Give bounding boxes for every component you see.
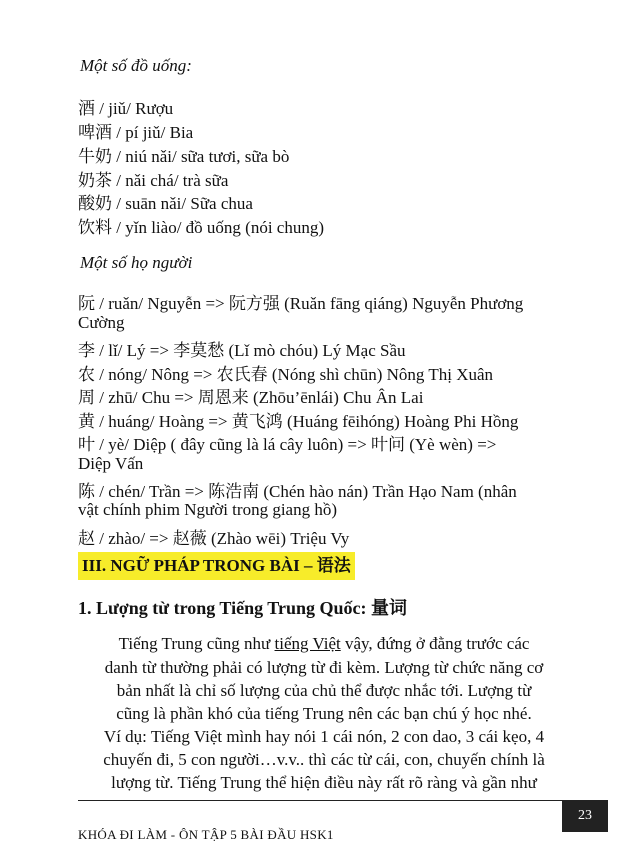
drink-item: 啤酒 / pí jiǔ/ Bia — [78, 123, 194, 142]
paragraph-text: Tiếng Trung cũng như — [118, 634, 275, 653]
paragraph-line — [74, 634, 574, 654]
measure-word-subheading: 1. Lượng từ trong Tiếng Trung Quốc: 量词 — [78, 598, 407, 618]
surname-line: vật chính phim Người trong giang hồ) — [78, 500, 338, 519]
surname-line: 赵 / zhào/ => 赵薇 (Zhào wēi) Triệu Vy — [78, 529, 350, 548]
paragraph-line: cũng là phần khó của tiếng Trung nên các bạn chú ý học nhé. — [116, 704, 532, 723]
surname-line: 黄 / huáng/ Hoàng => 黄飞鸿 (Huáng fēihóng) Hoàng Phi Hồng — [78, 412, 519, 431]
paragraph-line: lượng từ. Tiếng Trung thể hiện điều này rất rõ ràng và gần như — [111, 773, 537, 792]
surname-line: 陈 / chén/ Trần => 陈浩南 (Chén hào nán) Trần Hạo Nam (nhân — [78, 482, 517, 501]
drinks-heading: Một số đồ uống: — [80, 56, 192, 75]
surname-line: Diệp Vấn — [78, 454, 144, 473]
drink-item: 酒 / jiǔ/ Rượu — [78, 99, 174, 118]
surname-line: 阮 / ruǎn/ Nguyễn => 阮方强 (Ruǎn fāng qiáng) Nguyễn Phương — [78, 294, 524, 313]
surnames-heading: Một số họ người — [80, 253, 193, 272]
footer-title: KHÓA ĐI LÀM - ÔN TẬP 5 BÀI ĐẦU HSK1 — [78, 827, 334, 842]
surname-line: 李 / lǐ/ Lý => 李莫愁 (Lǐ mò chóu) Lý Mạc Sầu — [78, 341, 406, 360]
page-number: 23 — [578, 808, 592, 823]
drink-item: 奶茶 / nǎi chá/ trà sữa — [78, 171, 229, 190]
tieng-viet-link[interactable]: tiếng Việt — [274, 634, 341, 653]
paragraph-text: vậy, đứng ở đằng trước các — [340, 634, 530, 653]
paragraph-line: Ví dụ: Tiếng Việt mình hay nói 1 cái nón, 2 con dao, 3 cái kẹo, 4 — [103, 727, 545, 746]
footer-divider — [78, 800, 562, 801]
drink-item: 牛奶 / niú nǎi/ sữa tươi, sữa bò — [78, 147, 290, 166]
surname-line: 叶 / yè/ Diệp ( đây cũng là lá cây luôn) => 叶问 (Yè wèn) => — [78, 435, 497, 454]
drink-item: 饮料 / yǐn liào/ đồ uống (nói chung) — [78, 218, 325, 237]
grammar-section-heading: III. NGỮ PHÁP TRONG BÀI – 语法 — [78, 552, 355, 580]
paragraph-line: chuyến đi, 5 con người…v.v.. thì các từ cái, con, chuyến chính là — [103, 750, 545, 769]
paragraph-line: danh từ thường phải có lượng từ đi kèm. Lượng từ chức năng cơ — [104, 658, 544, 677]
page-number-badge — [562, 800, 608, 832]
surname-line: Cường — [78, 313, 125, 332]
surname-line: 农 / nóng/ Nông => 农氏春 (Nóng shì chūn) Nông Thị Xuân — [78, 365, 494, 384]
paragraph-line: bản nhất là chỉ số lượng của chủ thể được nhắc tới. Lượng từ — [116, 681, 532, 700]
drink-item: 酸奶 / suān nǎi/ Sữa chua — [78, 194, 253, 213]
surname-line: 周 / zhū/ Chu => 周恩来 (Zhōu’ēnlái) Chu Ân Lai — [78, 388, 424, 407]
